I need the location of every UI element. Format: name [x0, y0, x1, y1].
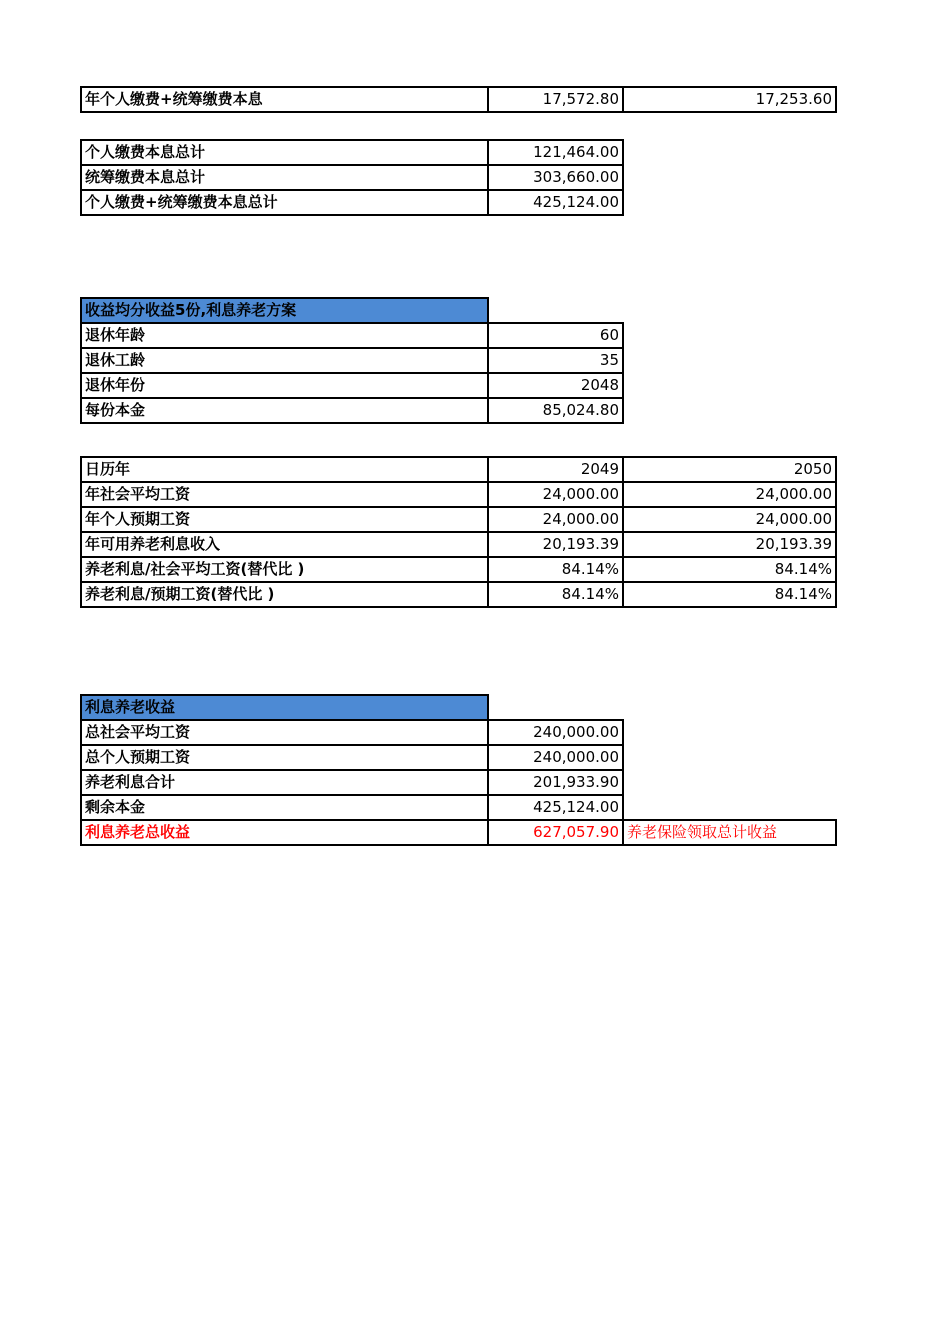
row-label: 年社会平均工资	[81, 482, 488, 507]
table-row	[81, 348, 623, 373]
calendar-year-table	[80, 456, 837, 608]
section-header: 利息养老收益	[81, 695, 488, 720]
table-header-row	[81, 695, 836, 720]
table-row	[81, 323, 623, 348]
table-row	[81, 373, 623, 398]
cell-value: 201,933.90	[488, 770, 623, 795]
cell-value: 240,000.00	[488, 720, 623, 745]
cell-value: 84.14%	[623, 582, 836, 607]
table-row	[81, 482, 836, 507]
cell-value: 20,193.39	[488, 532, 623, 557]
cell-value: 2049	[488, 457, 623, 482]
row-label: 退休年龄	[81, 323, 488, 348]
cell-value: 425,124.00	[488, 795, 623, 820]
cell-value: 2048	[488, 373, 623, 398]
row-label: 退休年份	[81, 373, 488, 398]
row-label: 养老利息/社会平均工资(替代比 )	[81, 557, 488, 582]
cell-value: 24,000.00	[623, 507, 836, 532]
empty-cell	[623, 795, 836, 820]
annual-contribution-table	[80, 86, 837, 113]
table-row	[81, 140, 623, 165]
cell-value: 20,193.39	[623, 532, 836, 557]
table-row	[81, 165, 623, 190]
cell-value: 35	[488, 348, 623, 373]
row-label: 个人缴费本息总计	[81, 140, 488, 165]
row-label: 养老利息合计	[81, 770, 488, 795]
row-label: 总个人预期工资	[81, 745, 488, 770]
cell-value: 84.14%	[488, 557, 623, 582]
table-total-row	[81, 820, 836, 845]
empty-cell	[623, 695, 836, 720]
cell-value: 303,660.00	[488, 165, 623, 190]
empty-cell	[488, 695, 623, 720]
table-row	[81, 795, 836, 820]
table-row	[81, 532, 836, 557]
table-row	[81, 190, 623, 215]
total-value: 627,057.90	[488, 820, 623, 845]
cell-value: 17,253.60	[623, 87, 836, 112]
row-label: 日历年	[81, 457, 488, 482]
empty-cell	[623, 745, 836, 770]
cell-value: 2050	[623, 457, 836, 482]
table-row	[81, 87, 836, 112]
plan-table	[80, 297, 624, 424]
row-label: 养老利息/预期工资(替代比 )	[81, 582, 488, 607]
section-header: 收益均分收益5份,利息养老方案	[81, 298, 488, 323]
row-label: 统筹缴费本息总计	[81, 165, 488, 190]
table-header-row	[81, 298, 623, 323]
cell-value: 84.14%	[488, 582, 623, 607]
total-label: 利息养老总收益	[81, 820, 488, 845]
table-row	[81, 507, 836, 532]
contribution-totals-table	[80, 139, 624, 216]
row-label: 年个人缴费+统筹缴费本息	[81, 87, 488, 112]
row-label: 每份本金	[81, 398, 488, 423]
table-row	[81, 745, 836, 770]
row-label: 年个人预期工资	[81, 507, 488, 532]
empty-cell	[623, 720, 836, 745]
table-row	[81, 457, 836, 482]
empty-cell	[488, 298, 623, 323]
table-row	[81, 582, 836, 607]
cell-value: 17,572.80	[488, 87, 623, 112]
table-row	[81, 398, 623, 423]
interest-income-table	[80, 694, 837, 846]
cell-value: 240,000.00	[488, 745, 623, 770]
cell-value: 121,464.00	[488, 140, 623, 165]
row-label: 剩余本金	[81, 795, 488, 820]
table-row	[81, 557, 836, 582]
cell-value: 24,000.00	[488, 507, 623, 532]
table-row	[81, 770, 836, 795]
cell-value: 60	[488, 323, 623, 348]
cell-value: 425,124.00	[488, 190, 623, 215]
row-label: 总社会平均工资	[81, 720, 488, 745]
row-label: 退休工龄	[81, 348, 488, 373]
empty-cell	[623, 770, 836, 795]
table-row	[81, 720, 836, 745]
cell-value: 85,024.80	[488, 398, 623, 423]
total-note: 养老保险领取总计收益	[623, 820, 836, 845]
row-label: 年可用养老利息收入	[81, 532, 488, 557]
cell-value: 84.14%	[623, 557, 836, 582]
cell-value: 24,000.00	[623, 482, 836, 507]
row-label: 个人缴费+统筹缴费本息总计	[81, 190, 488, 215]
cell-value: 24,000.00	[488, 482, 623, 507]
